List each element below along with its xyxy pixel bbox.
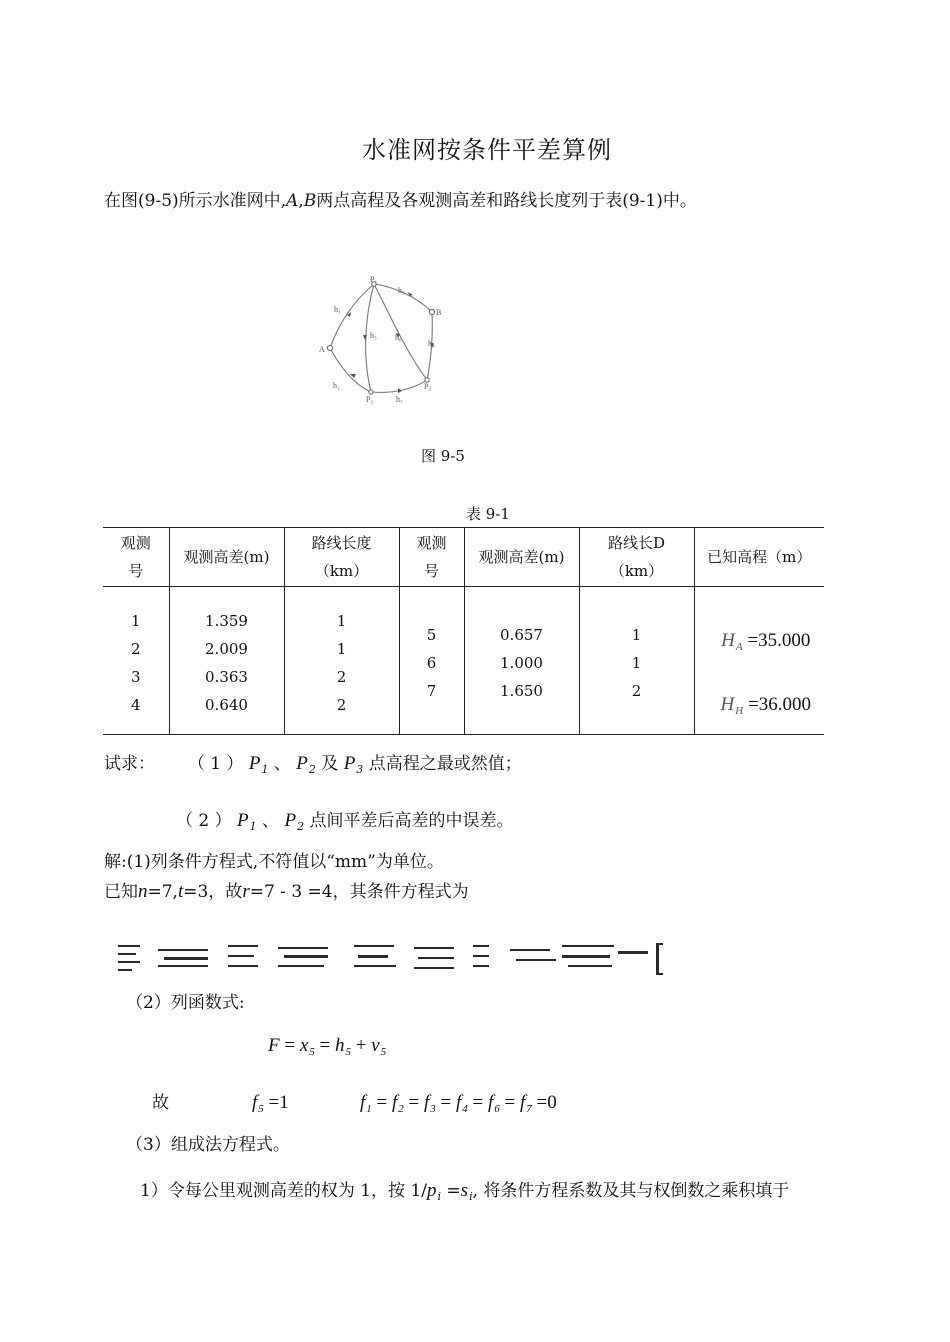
label-h2: h₂: [333, 381, 340, 390]
table-cell: 4: [130, 696, 141, 714]
function-equation: $F = x_5 = h_5 + v_5$: [268, 1035, 387, 1058]
page-title: 水准网按条件平差算例: [362, 136, 612, 164]
intro-paragraph: 在图(9-5)所示水准网中,A,B两点高程及各观测高差和路线长度列于表(9-1)中。: [104, 191, 697, 211]
col-right-diffs: [464, 587, 579, 735]
header-length-2: 路线长D （km）: [579, 528, 694, 587]
table-cell: 1: [631, 654, 642, 672]
solution-step-1: 解:(1)列条件方程式,不符值以“mm”为单位。: [104, 852, 444, 872]
point-b-marker: [429, 309, 434, 314]
f5-equation: $f_5 =1$: [252, 1092, 289, 1115]
col-right-ids: [399, 587, 464, 735]
header-obs-no-1: 观测 号: [103, 528, 169, 587]
table-cell: 2: [336, 696, 347, 714]
label-p2: P₂: [366, 395, 374, 404]
header-length-1: 路线长度 （km）: [284, 528, 399, 587]
label-p3: P₃: [424, 382, 432, 391]
route-h6: [374, 284, 427, 380]
label-h6: h₆: [395, 333, 402, 342]
point-a-marker: [327, 345, 332, 350]
table-cell: 2: [336, 668, 347, 686]
label-p1: P₁: [370, 275, 378, 284]
header-diff-1: 观测高差(m): [169, 528, 284, 587]
table-cell: 1: [130, 612, 141, 630]
table-cell: 6: [426, 654, 437, 672]
col-known-heights: [694, 587, 824, 735]
point-p2-marker: [369, 390, 373, 394]
solution-known-params: 已知n=7,t=3，故r=7 - 3 =4，其条件方程式为: [104, 881, 469, 902]
therefore-label: 故: [152, 1093, 169, 1113]
leveling-network-figure: [310, 270, 460, 410]
col-right-lengths: [579, 587, 694, 735]
known-height-a: $H_A =35.000$: [721, 630, 811, 653]
table-caption: 表 9-1: [466, 505, 510, 523]
table-cell: 3: [130, 668, 141, 686]
table-cell: 0.640: [205, 696, 248, 714]
solution-step-3: （3）组成法方程式。: [126, 1135, 290, 1155]
header-known-height: 已知高程（m）: [694, 528, 824, 587]
table-cell: 7: [426, 682, 437, 700]
table-cell: 2: [130, 640, 141, 658]
figure-caption: 图 9-5: [421, 447, 465, 465]
table-cell: 1: [631, 626, 642, 644]
label-b: B: [436, 308, 442, 317]
table-cell: 0.363: [205, 668, 248, 686]
fzero-equation: $f_1 = f_2 = f_3 = f_4 = f_6 = f_7 =0$: [360, 1092, 557, 1115]
label-h1: h₁: [334, 305, 341, 314]
table-cell: 1: [336, 612, 347, 630]
label-h5: h₅: [370, 331, 377, 340]
observation-table: [103, 527, 824, 735]
table-body-row: [103, 587, 824, 735]
col-left-lengths: [284, 587, 399, 735]
table-cell: 5: [426, 626, 437, 644]
table-cell: 1.000: [500, 654, 543, 672]
table-cell: 0.657: [500, 626, 543, 644]
condition-equations-image: [118, 943, 670, 977]
label-h7: h₇: [396, 395, 403, 404]
solution-step-3-1: 1）令每公里观测高差的权为 1，按 $1/p_i =s_i$, 将条件方程系数及其与权倒数之乘积填于: [140, 1180, 790, 1203]
task-item-2: （ 2 ） $P_1$ 、 $P_2$ 点间平差后高差的中误差。: [176, 810, 514, 833]
solution-step-2: （2）列函数式:: [126, 993, 245, 1013]
table-cell: 1: [336, 640, 347, 658]
header-obs-no-2: 观测 号: [399, 528, 464, 587]
known-height-h: $H_H =36.000$: [720, 694, 811, 717]
task-item-1: 试求： （ 1 ） $P_1$ 、 $P_2$ 及 $P_3$ 点高程之最或然值；: [104, 753, 522, 776]
header-diff-2: 观测高差(m): [464, 528, 579, 587]
table-cell: 1.650: [500, 682, 543, 700]
label-h3: h₃: [398, 286, 405, 295]
col-left-ids: [103, 587, 169, 735]
label-h4: h₄: [428, 339, 435, 348]
table-cell: 1.359: [205, 612, 248, 630]
table-header-row: [103, 528, 824, 587]
arrow-h5: [363, 335, 367, 340]
label-a: A: [319, 345, 325, 354]
col-left-diffs: [169, 587, 284, 735]
table-cell: 2.009: [205, 640, 248, 658]
table-cell: 2: [631, 682, 642, 700]
